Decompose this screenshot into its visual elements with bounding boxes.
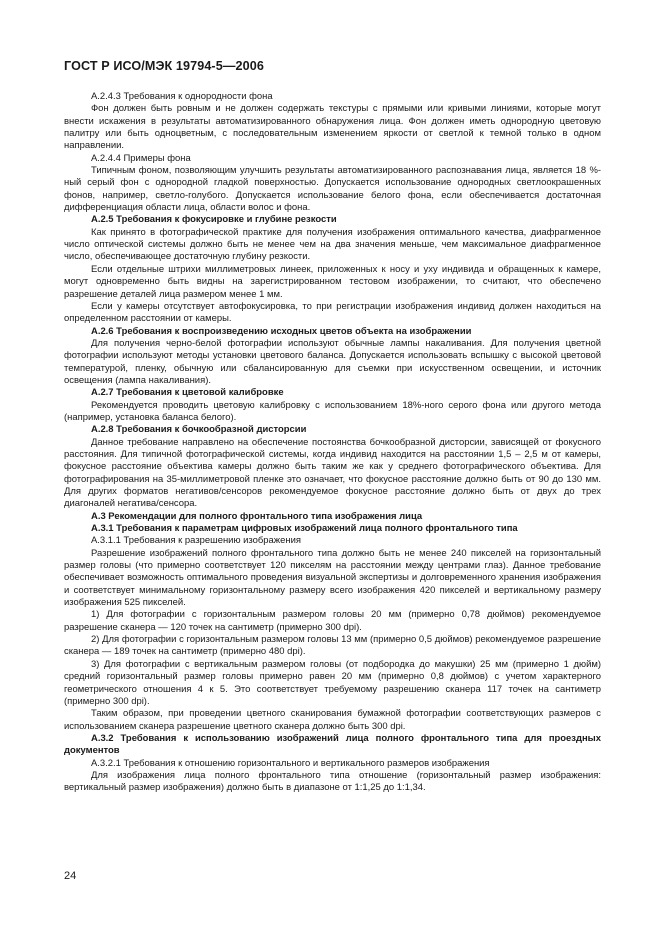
page-number: 24 <box>64 870 77 882</box>
paragraph: Как принято в фотографической практике для получения изображения оптимального качества, диафрагменное число оптической системы должно быть не менее чем на два значения меньше, чем максимальное диафрагменное число, обеспечивающее достаточную глубину резкости. <box>64 226 601 263</box>
paragraph: Для получения черно-белой фотографии используют обычные лампы накаливания. Для получения цветной фотографии используют методы установки цветового баланса. Допускается использовать вспышку с высокой цветовой температурой, пленку, обычную или сбалансированную для съемки при искусственном освещении, и источник освещения (лампа накаливания). <box>64 337 601 386</box>
document-body <box>64 91 601 795</box>
paragraph: Фон должен быть ровным и не должен содержать текстуры с прямыми или кривыми линиями, которые могут внести искажения в результаты автоматизированного обнаружения лица. Фон должен иметь однородную цветовую палитру или быть одноцветным, с последовательным изменением яркости от светлой к темной только в одном направлении. <box>64 103 601 152</box>
section-heading: А.2.6 Требования к воспроизведению исходных цветов объекта на изображении <box>91 325 472 337</box>
paragraph: А.3.1.1 Требования к разрешению изображения <box>91 535 301 547</box>
paragraph: Типичным фоном, позволяющим улучшить результаты автоматизированного распознавания лица, является 18 %-ный серый фон с однородной гладкой поверхностью. Допускается использование однородных светлоокрашенных фонов, например, светло-голубого. Допускается использование белого фона, если обеспечивается достаточная дифференциация области лица, области волос и фона. <box>64 165 601 214</box>
paragraph: А.2.4.3 Требования к однородности фона <box>91 91 273 102</box>
standard-header: ГОСТ Р ИСО/МЭК 19794-5—2006 <box>64 59 264 73</box>
paragraph: Данное требование направлено на обеспечение постоянства бочкообразной дисторсии, зависящей от фокусного расстояния. Для типичной фотографической системы, когда индивид находится на расстоянии 1,5 – 2,5 м от камеры, фокусное расстояние объектива камеры должно быть таким же как у среднего фотографического объектива. Для фотографирования на 35-миллиметровой пленке это означает, что фокусное расстояние должно быть от 90 до 130 мм. Для других форматов негативов/сенсоров рекомендуемое фокусное расстояние должно быть от двух до трех диагоналей негатива/сенсора. <box>64 436 601 510</box>
list-item: 2) Для фотографии с горизонтальным размером головы 13 мм (примерно 0,5 дюймов) рекомендуемое разрешение сканера — 189 точек на сантиметр (примерно 480 dpi). <box>64 634 601 658</box>
section-heading: А.3.1 Требования к параметрам цифровых изображений лица полного фронтального типа <box>91 523 518 535</box>
paragraph: Разрешение изображений полного фронтального типа должно быть не менее 240 пикселей на горизонтальный размер головы (что примерно соответствует 120 пикселям на расстоянии между центрами глаз). Данное требование обеспечивает возможность оптимального проведения визуальной экспертизы и долговременного хранения изображения и соответствует минимальному горизонтальному размеру всего изображения 420 пикселей и вертикальному размеру изображения 525 пикселей. <box>64 547 601 609</box>
paragraph: А.2.4.4 Примеры фона <box>91 152 191 164</box>
section-heading: А.2.5 Требования к фокусировке и глубине резкости <box>91 214 337 226</box>
paragraph: Рекомендуется проводить цветовую калибровку с использованием 18%-ного серого фона или другого метода (например, установка баланса белого). <box>64 399 601 423</box>
paragraph: Если у камеры отсутствует автофокусировка, то при регистрации изображения индивид должен находиться на определенном расстоянии от камеры. <box>64 300 601 325</box>
paragraph: Таким образом, при проведении цветного сканирования бумажной фотографии соответствующих размеров с использованием сканера разрешение цветного сканера должно быть 300 dpi. <box>64 708 601 732</box>
paragraph: Если отдельные штрихи миллиметровых линеек, приложенных к носу и уху индивида и обращенных к камере, могут одновременно быть видны на зарегистрированном тестовом изображении, то считают, что обеспечено разрешение деталей лица размером менее 1 мм. <box>64 263 601 300</box>
section-heading: А.3.2 Требования к использованию изображений лица полного фронтального типа для проездных документов <box>64 732 601 757</box>
list-item: 3) Для фотографии с вертикальным размером головы (от подбородка до макушки) 25 мм (примерно 1 дюйм) средний горизонтальный размер головы примерно равен 20 мм (примерно 0,8 дюймов) с учетом характерного геометрического отношения 4 к 5. Это соответствует требуемому разрешению сканера 117 точек на сантиметр (примерно 300 dpi). <box>64 658 601 707</box>
section-heading: А.3 Рекомендации для полного фронтального типа изображения лица <box>91 510 423 522</box>
paragraph: Для изображения лица полного фронтального типа отношение (горизонтальный размер изображения: вертикальный размер изображения) должно быть в диапазоне от 1:1,25 до 1:1,34. <box>64 769 601 794</box>
section-heading: А.2.8 Требования к бочкообразной дисторсии <box>91 424 307 436</box>
paragraph: А.3.2.1 Требования к отношению горизонтального и вертикального размеров изображения <box>91 757 490 769</box>
list-item: 1) Для фотографии с горизонтальным размером головы 20 мм (примерно 0,78 дюймов) рекомендуемое разрешение сканера — 120 точек на сантиметр (примерно 300 dpi). <box>64 609 601 633</box>
section-heading: А.2.7 Требования к цветовой калибровке <box>91 387 284 399</box>
